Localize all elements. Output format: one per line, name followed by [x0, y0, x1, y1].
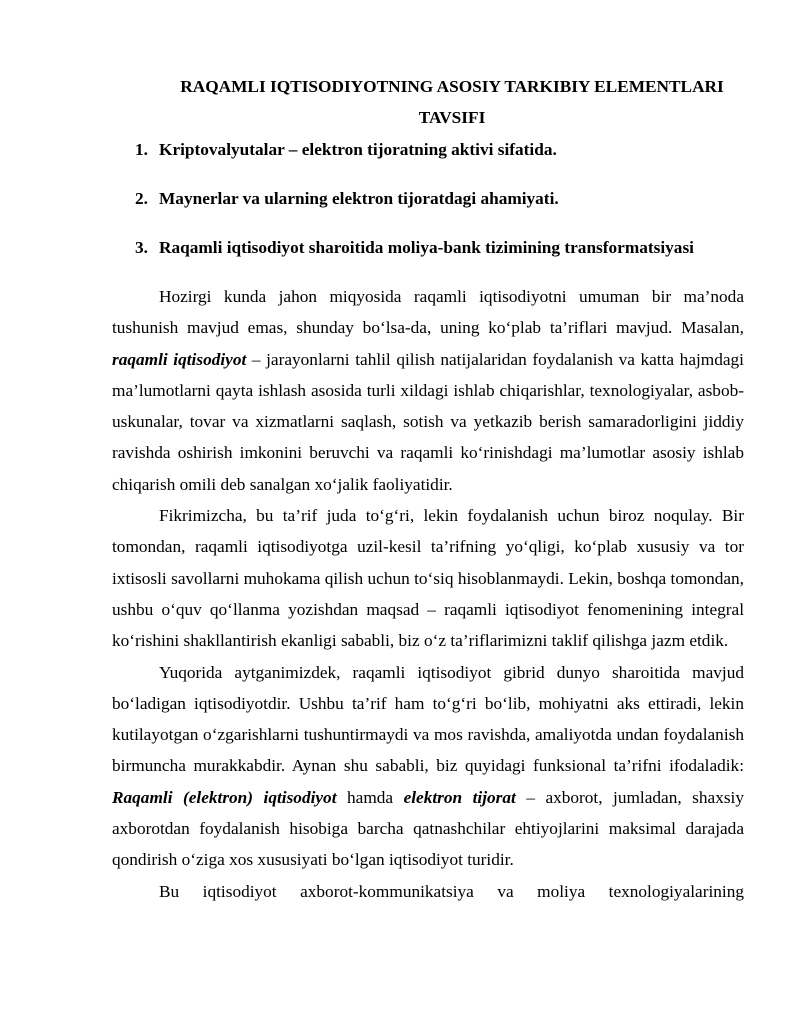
term-raqamli-iqtisodiyot: raqamli iqtisodiyot	[112, 349, 247, 369]
paragraph-2: Fikrimizcha, bu ta’rif juda to‘g‘ri, lekin foydalanish uchun biroz noqulay. Bir tomondan, raqamli iqtisodiyotga uzil-kesil ta’rifning yo‘qligi, ko‘plab xususiy va tor ixtisosli savollarni muhokama qilish uchun to‘siq hisoblanmaydi. Lekin, boshqa tomondan, ushbu o‘quv qo‘llanma yozishdan maqsad – raqamli iqtisodiyot fenomenining integral ko‘rishini shakllantirish ekanligi sababli, biz o‘z ta’riflarimizni taklif qilishga jazm etdik.	[112, 506, 744, 651]
document-title: RAQAMLI IQTISODIYOTNING ASOSIY TARKIBIY ELEMENTLARI TAVSIFI	[180, 77, 724, 127]
paragraph-1	[112, 281, 744, 500]
topic-item	[135, 138, 744, 162]
topic-text: Raqamli iqtisodiyot sharoitida moliya-bank tizimining transformatsiyasi	[159, 238, 694, 257]
paragraph-4: Bu iqtisodiyot axborot-kommunikatsiya va moliya texnologiyalarining	[159, 881, 744, 901]
paragraph-3-text-e: – axborot, jumladan, shaxsiy axborotdan foydalanish hisobiga barcha qatnashchilar ehtiyojlarini maksimal darajada qondirish o‘ziga xos xususiyati bo‘lgan iqtisodiyot turidir.	[112, 787, 744, 870]
topic-item	[135, 187, 744, 211]
topic-number: 2.	[135, 189, 148, 208]
topic-number: 1.	[135, 140, 148, 159]
topic-number: 3.	[135, 238, 148, 257]
term-elektron-tijorat: elektron tijorat	[403, 787, 516, 807]
paragraph-3	[112, 657, 744, 876]
topic-list	[112, 138, 744, 260]
topic-item	[135, 236, 744, 260]
document-body	[112, 281, 744, 907]
topic-text: Kriptovalyutalar – elektron tijoratning aktivi sifatida.	[159, 140, 557, 159]
term-raqamli-elektron-iqtisodiyot: Raqamli (elektron) iqtisodiyot	[112, 787, 337, 807]
paragraph-3-text-a: Yuqorida aytganimizdek, raqamli iqtisodiyot gibrid dunyo sharoitida mavjud bo‘ladigan iqtisodiyotdir. Ushbu ta’rif ham to‘g‘ri bo‘lib, mohiyatni aks ettiradi, lekin kutilayotgan o‘zgarishlarni tushuntirmaydi va mos ravishda, amaliyotda undan foydalanish birmuncha murakkabdir. Aynan shu sababli, biz quyidagi funksional ta’rifni ifodaladik:	[112, 662, 744, 776]
paragraph-1-text-a: Hozirgi kunda jahon miqyosida raqamli iqtisodiyotni umuman bir ma’noda tushunish mavjud emas, shunday bo‘lsa-da, uning ko‘plab ta’riflari mavjud. Masalan,	[112, 287, 744, 338]
paragraph-1-text-c: – jarayonlarni tahlil qilish natijalaridan foydalanish va katta hajmdagi ma’lumotlarni qayta ishlash asosida turli xildagi ishlab chiqarishlar, texnologiyalar, asbob-uskunalar, tovar va xizmatlarni saqlash, sotish va yetkazib berish samaradorligini jiddiy ravishda oshirish imkonini beruvchi va raqamli ko‘rinishdagi ma’lumotlar asosiy ishlab chiqarish omili deb sanalgan xo‘jalik faoliyatidir.	[112, 349, 744, 494]
paragraph-3-text-c: hamda	[336, 787, 404, 807]
topic-text: Maynerlar va ularning elektron tijoratdagi ahamiyati.	[159, 189, 559, 208]
